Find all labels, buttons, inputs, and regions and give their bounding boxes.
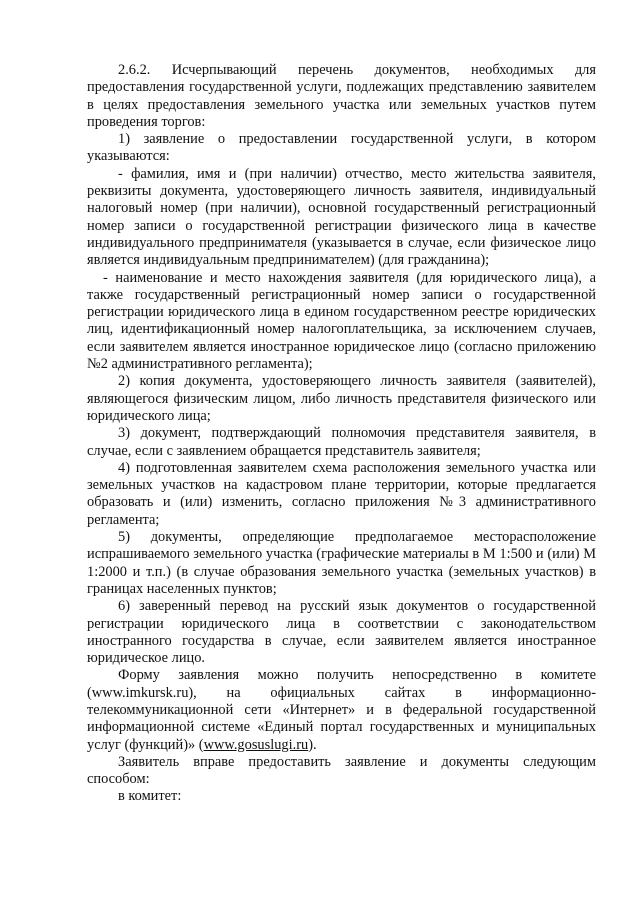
list-item-4-layout-scheme: 4) подготовленная заявителем схема расположения земельного участка или земельных участков на кадастровом плане территории, которые предлагается образовать и (или) изменить, согласно приложения №3 административного регламента; <box>87 459 596 528</box>
paragraph-submission-method: Заявитель вправе предоставить заявление и документы следующим способом: <box>87 753 596 788</box>
paragraph-to-committee: в комитет: <box>118 788 182 805</box>
application-form-text: Форму заявления можно получить непосредственно в комитете (www.imkursk.ru), на официальных сайтах в информационно-телекоммуникационной сети «Интернет» и в федеральной государственной информационной системе «Единый портал государственных и муниципальных услуг (функций)» ( <box>87 667 596 753</box>
application-form-text-end: ). <box>308 736 317 753</box>
dash-item-citizen: - фамилия, имя и (при наличии) отчество, место жительства заявителя, реквизиты документа, удостоверяющего личность заявителя, индивидуальный налоговый номер (при наличии), основной государственный регистрационный номер записи о государственной регистрации физического лица в качестве индивидуального предпринимателя (указывается в случае, если физическое лицо является индивидуальным предпринимателем) (для гражданина); <box>87 165 596 269</box>
list-item-1-application: 1) заявление о предоставлении государственной услуги, в котором указываются: <box>87 131 596 165</box>
dash-item-legal-entity: - наименование и место нахождения заявителя (для юридического лица), а также государственный регистрационный номер записи о государственной регистрации юридического лица в едином государственном реестре юридических лиц, идентификационный номер налогоплательщика, за исключением случаев, если заявителем является иностранное юридическое лицо (согласно приложению №2 административного регламента); <box>87 269 596 373</box>
list-item-5-location-documents: 5) документы, определяющие предполагаемое месторасположение испрашиваемого земельного участка (графические материалы в М 1:500 и (или) М 1:2000 и т.п.) (в случае образования земельного участка (земельных участков) в границах населенных пунктов; <box>87 529 596 597</box>
list-item-6-translation: 6) заверенный перевод на русский язык документов о государственной регистрации юридического лица в соответствии с законодательством иностранного государства в случае, если заявителем является иностранное юридическое лицо. <box>87 598 596 667</box>
list-item-2-identity-copy: 2) копия документа, удостоверяющего личность заявителя (заявителей), являющегося физическим лицом, либо личность представителя физического или юридического лица; <box>87 373 596 424</box>
paragraph-2-6-2: 2.6.2. Исчерпывающий перечень документов, необходимых для предоставления государственной услуги, подлежащих представлению заявителем в целях предоставления земельного участка или земельных участков путем проведения торгов: <box>87 62 596 130</box>
paragraph-application-form <box>87 667 596 753</box>
list-item-3-authority-document: 3) документ, подтверждающий полномочия представителя заявителя, в случае, если с заявлением обращается представитель заявителя; <box>87 425 596 459</box>
gosuslugi-link[interactable]: www.gosuslugi.ru <box>203 736 309 753</box>
